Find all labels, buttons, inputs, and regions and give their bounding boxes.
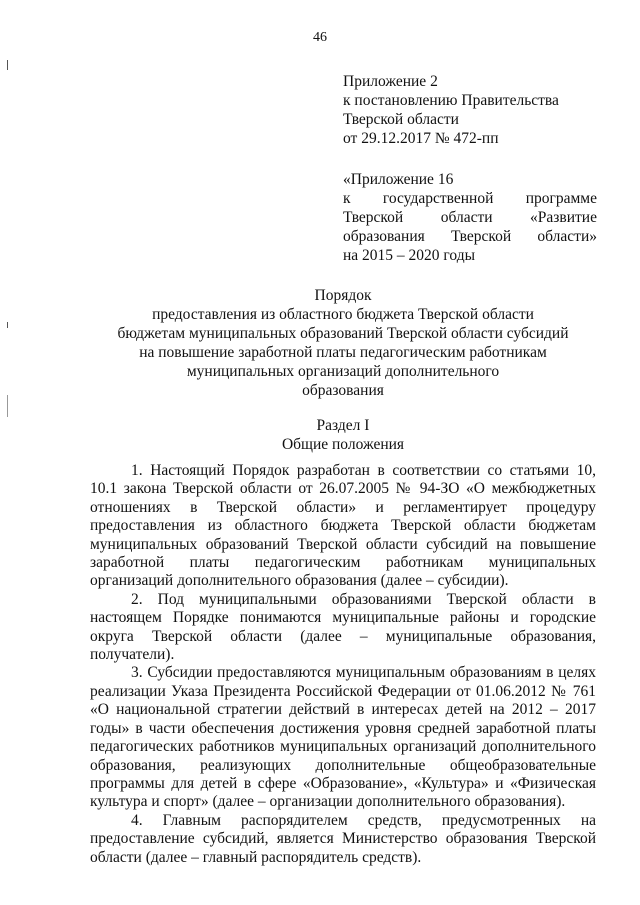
document-title (0, 286, 640, 400)
section-number: Раздел I (316, 417, 370, 434)
title-line: Порядок (314, 287, 372, 304)
title-line: на повышение заработной платы педагогическим работникам (139, 344, 547, 361)
paragraph: 2. Под муниципальными образованиями Тверской области в настоящем Порядке понимаются муниципальные районы и городские округа Тверской области (далее – муниципальные образования, получатели). (90, 590, 596, 664)
annex-program-line: к государственной программе (343, 190, 597, 207)
paragraph: 4. Главным распорядителем средств, предусмотренных на предоставление субсидий, является Министерство образования Тверской области (далее – главный распорядитель средств). (90, 811, 596, 866)
body-text (90, 462, 596, 867)
annex-header-line: Тверской области (343, 111, 459, 128)
annex-header-line: Приложение 2 (343, 73, 438, 90)
binding-mark (7, 60, 8, 70)
page-number: 46 (313, 30, 327, 45)
annex-header-line: к постановлению Правительства (343, 92, 559, 109)
title-line: предоставления из областного бюджета Тверской области (152, 306, 534, 323)
annex-program (343, 170, 597, 265)
section-name: Общие положения (281, 436, 405, 453)
annex-program-line: «Приложение 16 (343, 171, 454, 188)
paragraph: 3. Субсидии предоставляются муниципальным образованиям в целях реализации Указа Президента Российской Федерации от 01.06.2012 № 761 «О национальной стратегии действий в интересах детей на 2012 – 2017 годы» в части обеспечения достижения уровня средней заработной платы педагогических работников муниципальных организаций дополнительного образования, реализующих дополнительные общеобразовательные программы для детей в сфере «Образование», «Культура» и «Физическая культура и спорт» (далее – организации дополнительного образования). (90, 664, 596, 811)
section-heading (0, 416, 640, 454)
title-line: бюджетам муниципальных образований Тверской области субсидий (117, 325, 569, 342)
annex-program-line: на 2015 – 2020 годы (343, 247, 475, 264)
annex-program-line: Тверской области «Развитие (343, 209, 597, 226)
title-line: муниципальных организаций дополнительного (186, 363, 500, 380)
title-line: образования (302, 382, 384, 399)
paragraph: 1. Настоящий Порядок разработан в соответствии со статьями 10, 10.1 закона Тверской области от 26.07.2005 № 94-ЗО «О межбюджетных отношениях в Тверской области» и регламентирует процедуру предоставления из областного бюджета Тверской области бюджетам муниципальных образований Тверской области субсидий на повышение заработной платы педагогическим работникам муниципальных организаций дополнительного образования (далее – субсидии). (90, 462, 596, 590)
annex-program-line: образования Тверской области» (343, 228, 597, 245)
annex-header-line: от 29.12.2017 № 472-пп (343, 130, 499, 147)
annex-header (343, 72, 559, 148)
